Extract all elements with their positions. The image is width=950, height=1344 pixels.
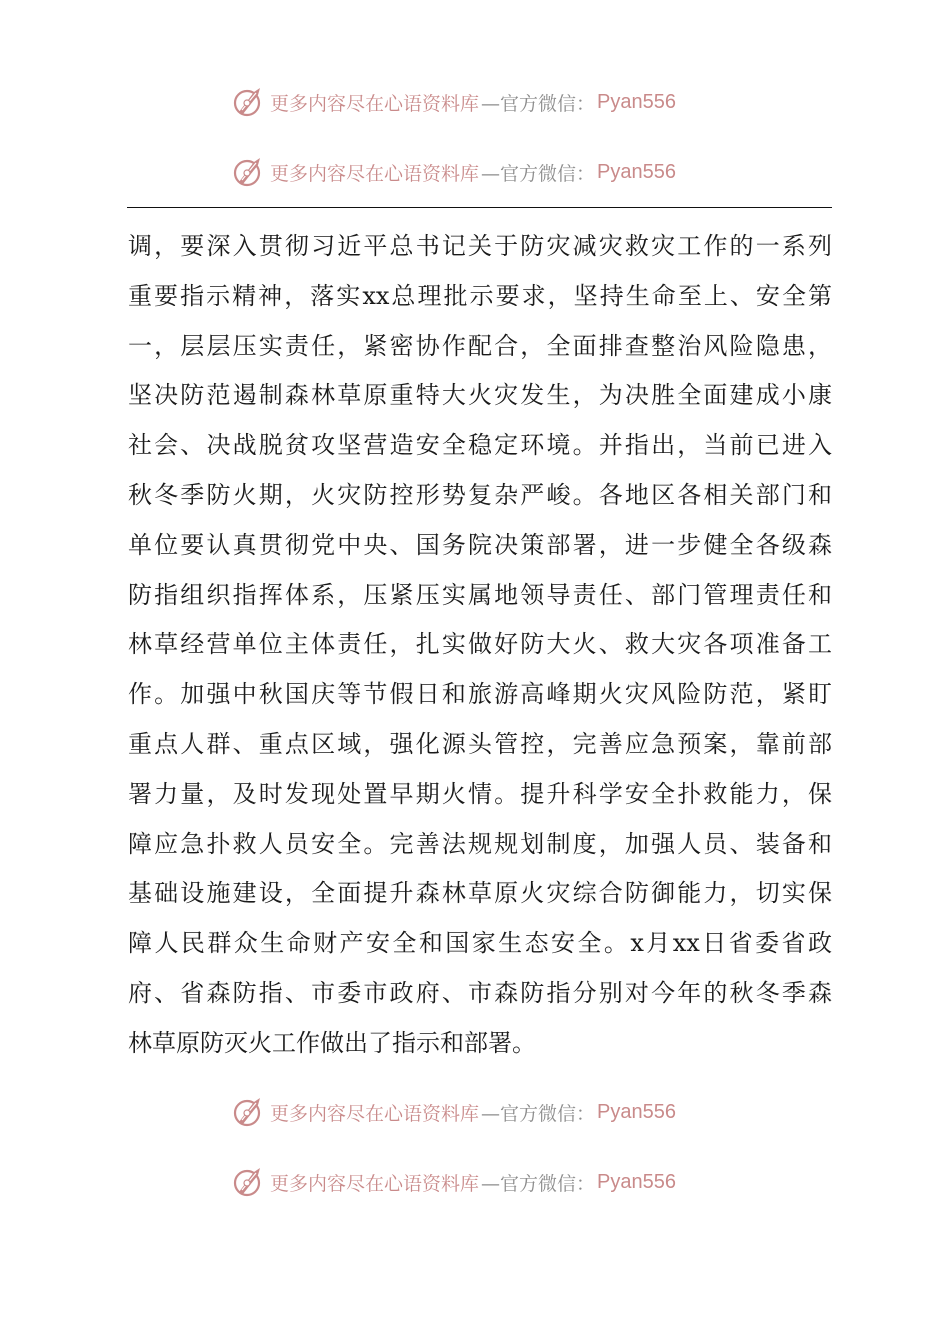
watermark-banner-top-2 (230, 154, 676, 190)
body-line: 秋冬季防火期，火灾防控形势复杂严峻。各地区各相关部门和 (128, 480, 832, 509)
body-line: 调，要深入贯彻习近平总书记关于防灾减灾救灾工作的一系列 (128, 232, 832, 260)
pen-nib-logo-icon (230, 1164, 268, 1200)
watermark-banner-bottom-1 (230, 1094, 676, 1130)
body-line: 社会、决战脱贫攻坚营造安全稳定环境。并指出，当前已进入 (128, 431, 832, 460)
body-line: 障人民群众生命财产安全和国家生态安全。x月xx日省委省政 (128, 929, 832, 958)
watermark-title: 更多内容尽在心语资料库 (270, 162, 480, 185)
watermark-wechat-id: Pyan556 (597, 90, 676, 113)
watermark-title: 更多内容尽在心语资料库 (270, 92, 480, 115)
body-line: 坚决防范遏制森林草原重特大火灾发生，为决胜全面建成小康 (128, 381, 832, 410)
body-line: 重要指示精神，落实xx总理批示要求，坚持生命至上、安全第 (128, 281, 832, 310)
watermark-wechat-id: Pyan556 (597, 1170, 676, 1193)
body-line: 一，层层压实责任，紧密协作配合，全面排查整治风险隐患， (128, 331, 832, 360)
body-line: 署力量，及时发现处置早期火情。提升科学安全扑救能力，保 (128, 779, 832, 808)
body-line: 基础设施建设，全面提升森林草原火灾综合防御能力，切实保 (128, 879, 832, 908)
watermark-title: 更多内容尽在心语资料库 (270, 1102, 480, 1125)
watermark-subtitle: —官方微信： (481, 1172, 596, 1195)
watermark-banner-bottom-2 (230, 1164, 676, 1200)
body-line: 林草经营单位主体责任，扎实做好防大火、救大灾各项准备工 (128, 630, 832, 659)
watermark-wechat-id: Pyan556 (597, 160, 676, 183)
document-body (128, 222, 832, 1069)
pen-nib-logo-icon (230, 154, 268, 190)
body-line: 重点人群、重点区域，强化源头管控，完善应急预案，靠前部 (128, 729, 832, 758)
body-line: 单位要认真贯彻党中央、国务院决策部署，进一步健全各级森 (128, 530, 832, 559)
body-line: 府、省森防指、市委市政府、市森防指分别对今年的秋冬季森 (128, 978, 832, 1007)
pen-nib-logo-icon (230, 84, 268, 120)
watermark-subtitle: —官方微信： (481, 162, 596, 185)
body-line: 作。加强中秋国庆等节假日和旅游高峰期火灾风险防范，紧盯 (128, 680, 832, 709)
pen-nib-logo-icon (230, 1094, 268, 1130)
body-line: 障应急扑救人员安全。完善法规规划制度，加强人员、装备和 (128, 829, 832, 858)
watermark-banner-top-1 (230, 84, 676, 120)
watermark-wechat-id: Pyan556 (597, 1100, 676, 1123)
body-line-last: 林草原防灭火工作做出了指示和部署。 (128, 1028, 536, 1057)
watermark-subtitle: —官方微信： (481, 92, 596, 115)
body-line: 防指组织指挥体系，压紧压实属地领导责任、部门管理责任和 (128, 580, 832, 609)
watermark-title: 更多内容尽在心语资料库 (270, 1172, 480, 1195)
header-divider (127, 207, 832, 208)
watermark-subtitle: —官方微信： (481, 1102, 596, 1125)
